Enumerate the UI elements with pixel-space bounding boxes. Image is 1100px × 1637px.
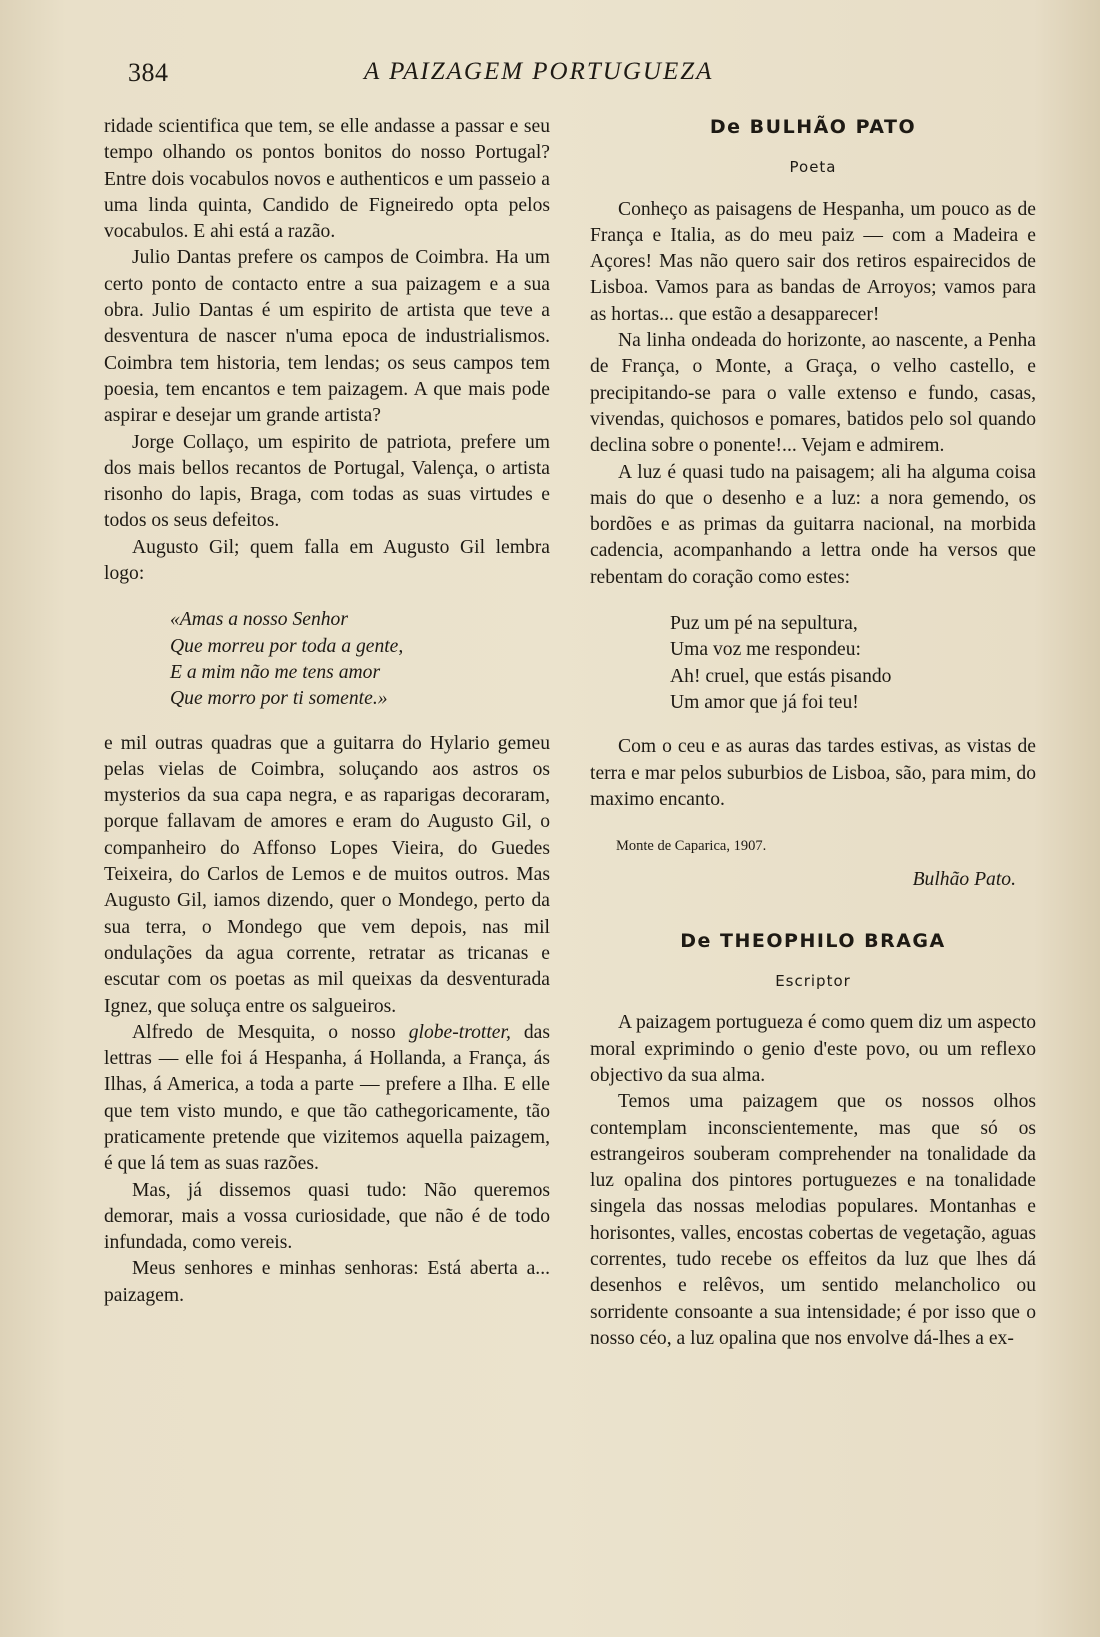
paragraph: Na linha ondeada do horizonte, ao nascente, a Penha de França, o Monte, a Graça, o velho castello, e precipitando-se para o valle extenso e fundo, casas, vivendas, quichosos e pomares, batidos pelo sol quando declina sobre o ponente!... Vejam e admirem. <box>590 330 1036 457</box>
paragraph: Conheço as paisagens de Hespanha, um pouco as de França e Italia, as do meu paiz — com a Madeira e Açores! Mas não quero sair dos retiros espairecidos de Lisboa. Vamos para as bandas de Arroyos; vamos para as hortas... que estão a desapparecer! <box>590 198 1036 325</box>
paragraph: Augusto Gil; quem falla em Augusto Gil lembra logo: <box>104 536 550 585</box>
paragraph: Julio Dantas prefere os campos de Coimbra. Ha um certo ponto de contacto entre a sua paizagem e a sua obra. Julio Dantas é um espirito de artista que teve a desventura de nascer n'uma epoca de industrialismos. Coimbra tem historia, tem lendas; os seus campos tem poesia, tem encantos e tem paizagem. A que mais pode aspirar e desejar um grande artista? <box>104 247 550 427</box>
verse-line: Que morro por ti somente.» <box>170 688 388 710</box>
paragraph: ridade scientifica que tem, se elle andasse a passar e seu tempo olhando os pontos bonitos do nosso Portugal? Entre dois vocabulos novos e authenticos e um passeio a uma linda quinta, Candido de Figneiredo opta pelos vocabulos. E ahi está a razão. <box>104 116 550 243</box>
verse-line: Uma voz me respondeu: <box>670 639 861 661</box>
italic-term: globe-trotter, <box>408 1021 511 1043</box>
paragraph: Com o ceu e as auras das tardes estivas, as vistas de terra e mar pelos suburbios de Lisboa, são, para mim, do maximo encanto. <box>590 736 1036 810</box>
running-title: A PAIZAGEM PORTUGUEZA <box>364 58 714 85</box>
verse-quatrain <box>170 607 550 712</box>
paragraph: Temos uma paizagem que os nossos olhos contemplam inconscientemente, mas que só os estrangeiros souberam comprehender na tonalidade da luz opalina dos pintores portuguezes e na tonalidade singela das nossas melodias populares. Montanhas e horisontes, valles, encostas cobertas de vegetação, aguas correntes, tudo recebe os effeitos da luz que lhes dá desenhos e relêvos, um sentido melancholico ou sorridente consoante a sua intensidade; é por isso que o nosso céo, a luz opalina que nos envolve dá-lhes a ex- <box>590 1091 1036 1349</box>
paragraph: Jorge Collaço, um espirito de patriota, prefere um dos mais bellos recantos de Portugal, Valença, o artista risonho do lapis, Braga, com todas as suas virtudes e todos os seus defeitos. <box>104 431 550 532</box>
verse-quatrain <box>670 611 1036 716</box>
paragraph: A paizagem portugueza é como quem diz um aspecto moral exprimindo o genio d'este povo, ou um reflexo objectivo da sua alma. <box>590 1012 1036 1086</box>
verse-line: Um amor que já foi teu! <box>670 691 859 713</box>
paragraph: A luz é quasi tudo na paisagem; ali ha alguma coisa mais do que o desenho e a luz: a nora gemendo, os bordões e as primas da guitarra nacional, na morbida cadencia, acompanhando a lettra onde ha versos que rebentam do coração como estes: <box>590 461 1036 588</box>
section-subheading: Escriptor <box>775 972 851 991</box>
right-column <box>590 114 1036 1352</box>
section-heading: De BULHÃO PATO <box>709 116 917 138</box>
verse-line: Ah! cruel, que estás pisando <box>670 665 892 687</box>
paragraph: Meus senhores e minhas senhoras: Está aberta a... paizagem. <box>104 1258 550 1306</box>
text-run: Alfredo de Mesquita, o nosso <box>132 1021 409 1043</box>
dateline: Monte de Caparica, 1907. <box>616 838 767 855</box>
paragraph <box>104 1020 550 1178</box>
verse-line: E a mim não me tens amor <box>170 661 381 683</box>
signature: Bulhão Pato. <box>912 869 1016 891</box>
left-column <box>104 114 550 1309</box>
verse-line: Que morreu por toda a gente, <box>170 635 404 657</box>
verse-line: Puz um pé na sepultura, <box>670 613 858 635</box>
text-run: das lettras — elle foi á Hespanha, á Hollanda, a França, ás Ilhas, á America, a toda a parte — prefere a Ilha. E elle que tem visto mundo, e que tão cathegoricamente, tão praticamente pretende que vizitemos aquella paizagem, é que lá tem as suas razões. <box>104 1021 550 1175</box>
paragraph: e mil outras quadras que a guitarra do Hylario gemeu pelas vielas de Coimbra, soluçando aos astros os mysterios da sua capa negra, e as raparigas decoraram, porque fallavam de amores e eram do Augusto Gil, o companheiro do Affonso Lopes Vieira, do Guedes Teixeira, do Carlos de Lemos e de muitos outros. Mas Augusto Gil, iamos dizendo, quer o Mondego, perto da sua terra, o Mondego que vem depois, nas mil ondulações da agua corrente, retratar as tricanas e escutar com os poetas as mil queixas da desventurada Ignez, que soluça entre os salgueiros. <box>104 732 550 1017</box>
page-header <box>128 58 908 98</box>
page-number: 384 <box>128 58 169 87</box>
paragraph: Mas, já dissemos quasi tudo: Não queremos demorar, mais a vossa curiosidade, que não é de todo infundada, como vereis. <box>104 1179 550 1254</box>
verse-line: «Amas a nosso Senhor <box>170 609 348 631</box>
section-heading: De THEOPHILO BRAGA <box>680 929 946 952</box>
section-subheading: Poeta <box>789 158 837 177</box>
